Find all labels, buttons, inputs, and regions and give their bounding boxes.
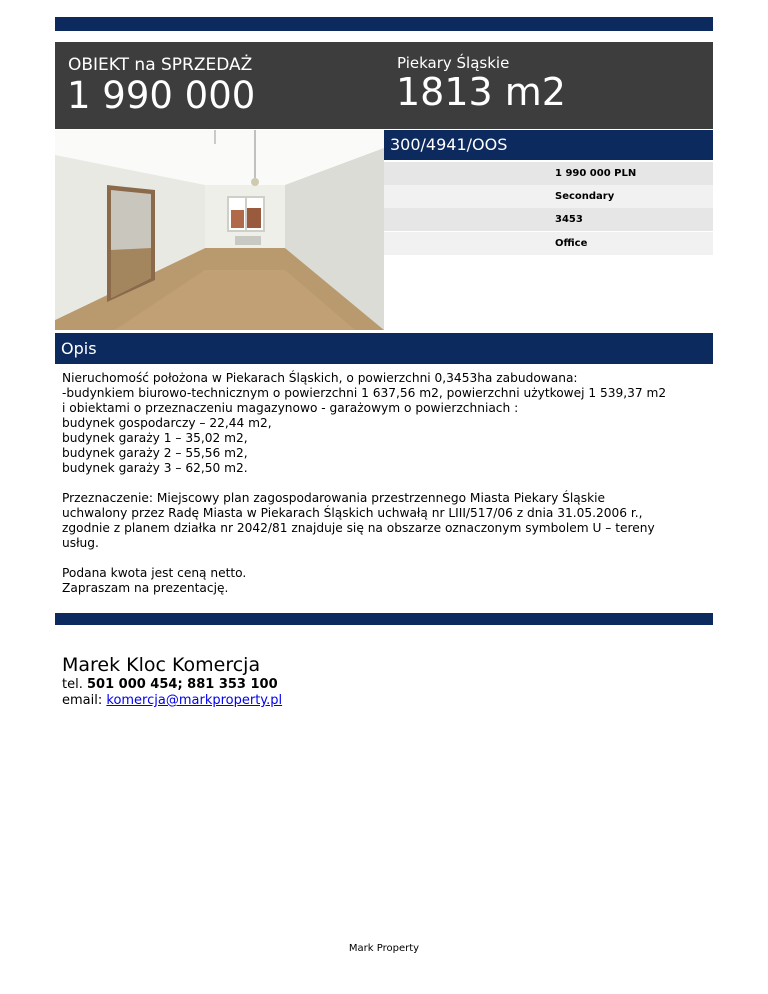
detail-value: Secondary bbox=[555, 191, 615, 202]
email-label: email: bbox=[62, 693, 103, 708]
offer-area: 1813 m2 bbox=[396, 70, 566, 114]
description-line: Nieruchomość położona w Piekarach Śląskich, o powierzchni 0,3453ha zabudowana: bbox=[62, 371, 578, 385]
description-paragraph-1 bbox=[62, 371, 712, 476]
listing-reference-bar bbox=[384, 130, 713, 160]
email-link[interactable]: komercja@markproperty.pl bbox=[106, 693, 283, 708]
listing-reference: 300/4941/OOS bbox=[390, 135, 508, 154]
description-line: Zapraszam na prezentację. bbox=[62, 581, 229, 595]
offer-price: 1 990 000 bbox=[67, 74, 256, 117]
description-line: Podana kwota jest ceną netto. bbox=[62, 566, 247, 580]
detail-value: 1 990 000 PLN bbox=[555, 168, 637, 179]
offer-city: Piekary Śląskie bbox=[397, 54, 510, 72]
phone-label: tel. bbox=[62, 677, 83, 692]
top-accent-bar bbox=[55, 17, 713, 31]
description-line: usług. bbox=[62, 536, 99, 550]
offer-header bbox=[55, 42, 713, 129]
detail-row-price bbox=[384, 162, 713, 185]
description-line: i obiektami o przeznaczeniu magazynowo - garażowym o powierzchniach : bbox=[62, 401, 519, 415]
detail-row-plot bbox=[384, 208, 713, 231]
property-photo bbox=[55, 130, 384, 330]
description-line: zgodnie z planem działka nr 2042/81 znajduje się na obszarze oznaczonym symbolem U – tereny bbox=[62, 521, 655, 535]
description-line: budynek garaży 3 – 62,50 m2. bbox=[62, 461, 248, 475]
description-line: uchwalony przez Radę Miasta w Piekarach Śląskich uchwałą nr LIII/517/06 z dnia 31.05.2006 r., bbox=[62, 506, 643, 520]
description-text bbox=[62, 371, 712, 611]
footer-brand: Mark Property bbox=[348, 943, 420, 954]
description-title: Opis bbox=[61, 339, 97, 358]
detail-row-market bbox=[384, 185, 713, 208]
offer-type-label: OBIEKT na SPRZEDAŻ bbox=[68, 55, 253, 75]
agent-email bbox=[62, 693, 282, 708]
detail-value: Office bbox=[555, 238, 588, 249]
description-line: budynek garaży 2 – 55,56 m2, bbox=[62, 446, 248, 460]
description-line: budynek garaży 1 – 35,02 m2, bbox=[62, 431, 248, 445]
description-line: Przeznaczenie: Miejscowy plan zagospodarowania przestrzennego Miasta Piekary Śląskie bbox=[62, 491, 606, 505]
description-paragraph-2 bbox=[62, 491, 712, 551]
detail-row-type bbox=[384, 232, 713, 255]
phone-value: 501 000 454; 881 353 100 bbox=[86, 677, 278, 692]
detail-value: 3453 bbox=[555, 214, 583, 225]
agent-name: Marek Kloc Komercja bbox=[62, 654, 261, 676]
description-line: -budynkiem biurowo-technicznym o powierzchni 1 637,56 m2, powierzchni użytkowej 1 539,37 m2 bbox=[62, 386, 667, 400]
description-paragraph-3 bbox=[62, 566, 712, 596]
description-section-bar bbox=[55, 333, 713, 364]
bottom-accent-bar bbox=[55, 613, 713, 625]
agent-phone bbox=[62, 677, 278, 692]
description-line: budynek gospodarczy – 22,44 m2, bbox=[62, 416, 272, 430]
